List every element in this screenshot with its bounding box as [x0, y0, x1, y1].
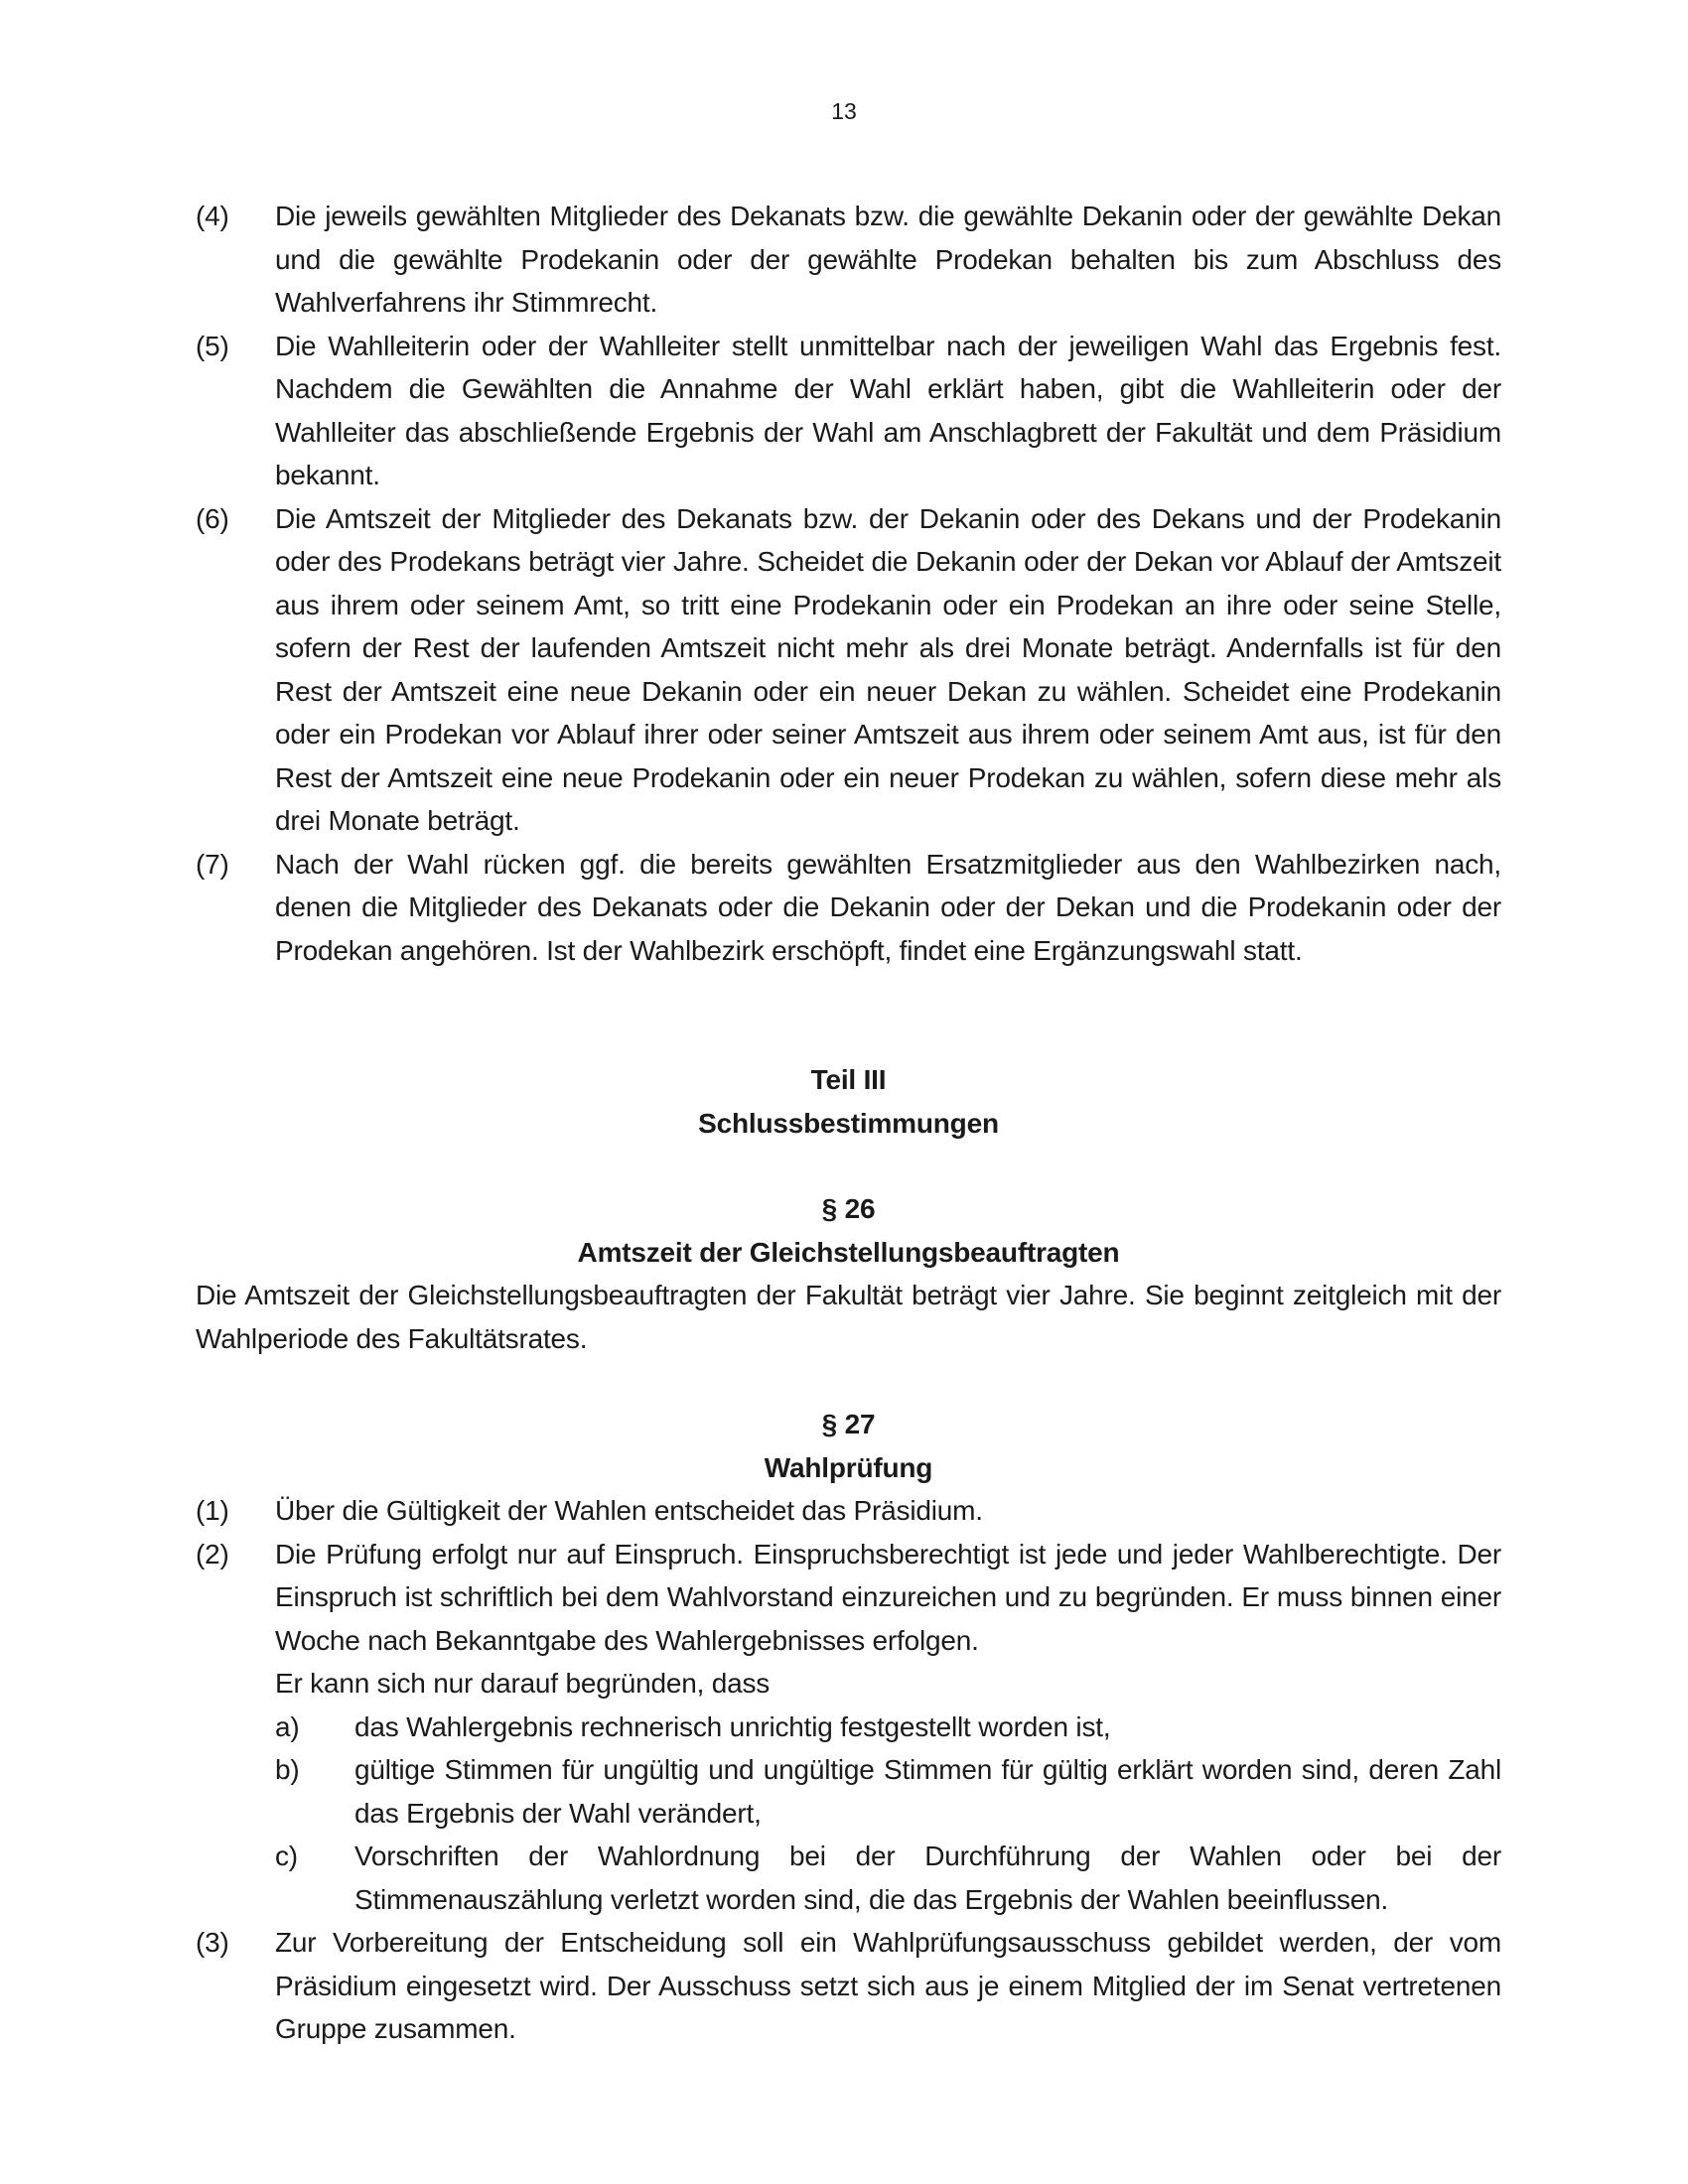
paragraph-number: (4)	[196, 201, 229, 231]
list-item-text: gültige Stimmen für ungültig und ungültige Stimmen für gültig erklärt worden sind, deren Zahl das Ergebnis der Wahl verändert,	[354, 1754, 1501, 1829]
section-27-number: § 27	[821, 1409, 876, 1439]
paragraph-6	[196, 497, 1501, 843]
section-26-title: Amtszeit der Gleichstellungsbeauftragten	[577, 1236, 1120, 1268]
section-27-paragraph-3	[196, 1921, 1501, 2051]
section-27-title: Wahlprüfung	[764, 1451, 933, 1483]
section-27-paragraph-1	[196, 1489, 1501, 1533]
paragraph-7	[196, 843, 1501, 973]
list-item-c	[275, 1835, 1501, 1921]
paragraph-number: (1)	[196, 1495, 229, 1526]
paragraph-number: (6)	[196, 502, 229, 534]
part-subtitle: Schlussbestimmungen	[698, 1107, 999, 1139]
list-item-letter: c)	[275, 1841, 298, 1871]
paragraph-text: Über die Gültigkeit der Wahlen entscheidet das Präsidium.	[275, 1495, 983, 1526]
section-27-paragraph-2	[196, 1533, 1501, 1922]
paragraph-5	[196, 325, 1501, 497]
paragraph-text-continued: Er kann sich nur darauf begründen, dass	[275, 1668, 771, 1699]
paragraph-number: (7)	[196, 848, 229, 880]
paragraph-text: Zur Vorbereitung der Entscheidung soll ein Wahlprüfungsausschuss gebildet werden, der vom Präsidium eingesetzt wird. Der Ausschuss setzt sich aus je einem Mitglied der im Senat vertretenen Gruppe zusammen.	[275, 1927, 1501, 2044]
list-item-letter: b)	[275, 1754, 300, 1785]
document-body	[196, 195, 1501, 2051]
section-26-number: § 26	[821, 1193, 876, 1224]
list-item-b	[275, 1748, 1501, 1835]
page-number: 13	[831, 98, 857, 124]
paragraph-text: Nach der Wahl rücken ggf. die bereits gewählten Ersatzmitglieder aus den Wahlbezirken nach, denen die Mitglieder des Dekanats oder die Dekanin oder der Dekan und die Prodekanin oder der Prodekan angehören. Ist der Wahlbezirk erschöpft, findet eine Ergänzungswahl statt.	[275, 848, 1501, 966]
paragraph-number: (2)	[196, 1538, 229, 1570]
paragraph-number: (3)	[196, 1927, 229, 1958]
list-item-text: das Wahlergebnis rechnerisch unrichtig festgestellt worden ist,	[354, 1710, 1111, 1742]
paragraph-4	[196, 195, 1501, 325]
part-title: Teil III	[810, 1064, 887, 1095]
paragraph-number: (5)	[196, 330, 229, 361]
list-item-a	[275, 1706, 1501, 1749]
paragraph-text: Die Wahlleiterin oder der Wahlleiter stellt unmittelbar nach der jeweiligen Wahl das Ergebnis fest. Nachdem die Gewählten die Annahme der Wahl erklärt haben, gibt die Wahlleiterin oder der Wahlleiter das abschließende Ergebnis der Wahl am Anschlagbrett der Fakultät und dem Präsidium bekannt.	[275, 330, 1501, 490]
list-item-letter: a)	[275, 1710, 300, 1742]
list-item-text: Vorschriften der Wahlordnung bei der Durchführung der Wahlen oder bei der Stimmenauszählung verletzt worden sind, die das Ergebnis der Wahlen beeinflussen.	[354, 1841, 1501, 1915]
section-26-text: Die Amtszeit der Gleichstellungsbeauftragten der Fakultät beträgt vier Jahre. Sie beginnt zeitgleich mit der Wahlperiode des Fakultätsrates.	[196, 1280, 1501, 1354]
paragraph-text: Die Prüfung erfolgt nur auf Einspruch. Einspruchsberechtigt ist jede und jeder Wahlberechtigte. Der Einspruch ist schriftlich bei dem Wahlvorstand einzureichen und zu begründen. Er muss binnen einer Woche nach Bekanntgabe des Wahlergebnisses erfolgen.	[275, 1538, 1501, 1656]
paragraph-text: Die Amtszeit der Mitglieder des Dekanats bzw. der Dekanin oder des Dekans und der Prodekanin oder des Prodekans beträgt vier Jahre. Scheidet die Dekanin oder der Dekan vor Ablauf der Amtszeit aus ihrem oder seinem Amt, so tritt eine Prodekanin oder ein Prodekan an ihre oder seine Stelle, sofern der Rest der laufenden Amtszeit nicht mehr als drei Monate beträgt. Andernfalls ist für den Rest der Amtszeit eine neue Dekanin oder ein neuer Dekan zu wählen. Scheidet eine Prodekanin oder ein Prodekan vor Ablauf ihrer oder seiner Amtszeit aus ihrem oder seinem Amt aus, ist für den Rest der Amtszeit eine neue Prodekanin oder ein neuer Prodekan zu wählen, sofern diese mehr als drei Monate beträgt.	[275, 502, 1501, 836]
paragraph-text: Die jeweils gewählten Mitglieder des Dekanats bzw. die gewählte Dekanin oder der gewählte Dekan und die gewählte Prodekanin oder der gewählte Prodekan behalten bis zum Abschluss des Wahlverfahrens ihr Stimmrecht.	[275, 201, 1501, 318]
